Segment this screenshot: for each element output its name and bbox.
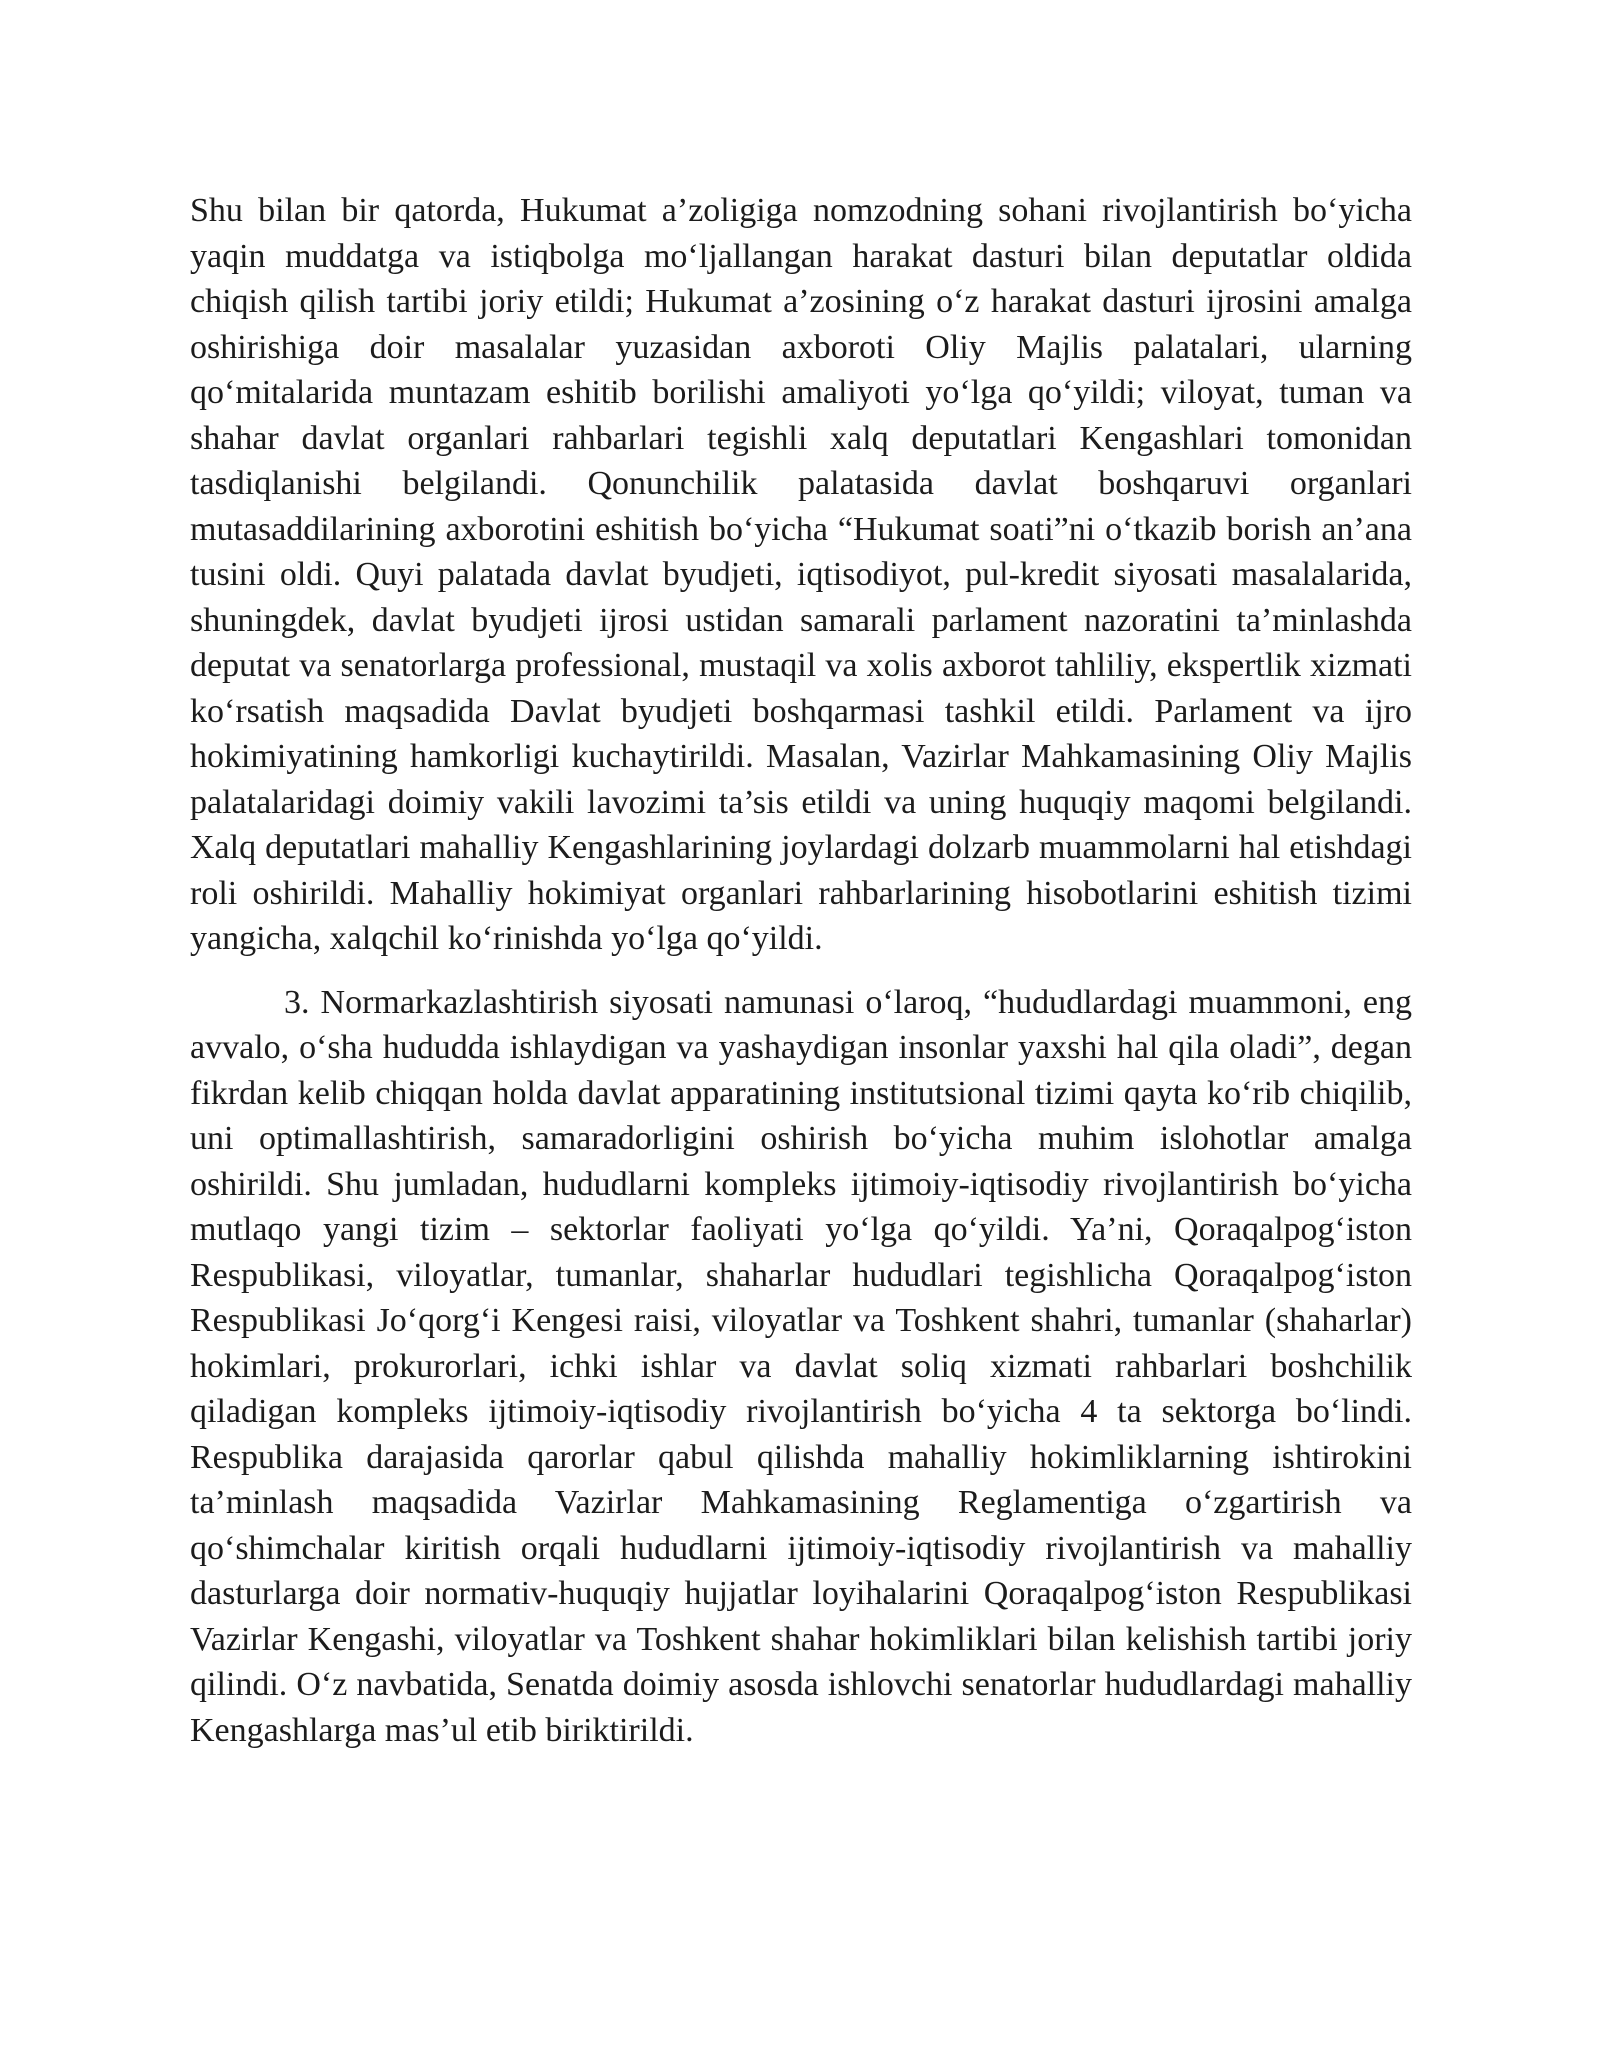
body-paragraph-1: Shu bilan bir qatorda, Hukumat a’zoligiga nomzodning sohani rivojlantirish bo‘yicha yaqin muddatga va istiqbolga mo‘ljallangan harakat dasturi bilan deputatlar oldida chiqish qilish tartibi joriy etildi; Hukumat a’zosining o‘z harakat dasturi ijrosini amalga oshirishiga doir masalalar yuzasidan axboroti Oliy Majlis palatalari, ularning qo‘mitalarida muntazam eshitib borilishi amaliyoti yo‘lga qo‘yildi; viloyat, tuman va shahar davlat organlari rahbarlari tegishli xalq deputatlari Kengashlari tomonidan tasdiqlanishi belgilandi. Qonunchilik palatasida davlat boshqaruvi organlari mutasaddilarining axborotini eshitish bo‘yicha “Hukumat soati”ni o‘tkazib borish an’ana tusini oldi. Quyi palatada davlat byudjeti, iqtisodiyot, pul-kredit siyosati masalalarida, shuningdek, davlat byudjeti ijrosi ustidan samarali parlament nazoratini ta’minlashda deputat va senatorlarga professional, mustaqil va xolis axborot tahliliy, ekspertlik xizmati ko‘rsatish maqsadida Davlat byudjeti boshqarmasi tashkil etildi. Parlament va ijro hokimiyatining hamkorligi kuchaytirildi. Masalan, Vazirlar Mahkamasining Oliy Majlis palatalaridagi doimiy vakili lavozimi ta’sis etildi va uning huquqiy maqomi belgilandi. Xalq deputatlari mahalliy Kengashlarining joylardagi dolzarb muammolarni hal etishdagi roli oshirildi. Mahalliy hokimiyat organlari rahbarlarining hisobotlarini eshitish tizimi yangicha, xalqchil ko‘rinishda yo‘lga qo‘yildi. bbox=[190, 192, 1412, 957]
body-paragraph-2: 3. Normarkazlashtirish siyosati namunasi o‘laroq, “hududlardagi muammoni, eng avvalo, o‘sha hududda ishlaydigan va yashaydigan insonlar yaxshi hal qila oladi”, degan fikrdan kelib chiqqan holda davlat apparatining institutsional tizimi qayta ko‘rib chiqilib, uni optimallashtirish, samaradorligini oshirish bo‘yicha muhim islohotlar amalga oshirildi. Shu jumladan, hududlarni kompleks ijtimoiy-iqtisodiy rivojlantirish bo‘yicha mutlaqo yangi tizim – sektorlar faoliyati yo‘lga qo‘yildi. Ya’ni, Qoraqalpog‘iston Respublikasi, viloyatlar, tumanlar, shaharlar hududlari tegishlicha Qoraqalpog‘iston Respublikasi Jo‘qorg‘i Kengesi raisi, viloyatlar va Toshkent shahri, tumanlar (shaharlar) hokimlari, prokurorlari, ichki ishlar va davlat soliq xizmati rahbarlari boshchilik qiladigan kompleks ijtimoiy-iqtisodiy rivojlantirish bo‘yicha 4 ta sektorga bo‘lindi. Respublika darajasida qarorlar qabul qilishda mahalliy hokimliklarning ishtirokini ta’minlash maqsadida Vazirlar Mahkamasining Reglamentiga o‘zgartirish va qo‘shimchalar kiritish orqali hududlarni ijtimoiy-iqtisodiy rivojlantirish va mahalliy dasturlarga doir normativ-huquqiy hujjatlar loyihalarini Qoraqalpog‘iston Respublikasi Vazirlar Kengashi, viloyatlar va Toshkent shahar hokimliklari bilan kelishish tartibi joriy qilindi. O‘z navbatida, Senatda doimiy asosda ishlovchi senatorlar hududlardagi mahalliy Kengashlarga mas’ul etib biriktirildi. bbox=[190, 983, 1412, 1749]
document-page bbox=[190, 188, 1412, 1753]
